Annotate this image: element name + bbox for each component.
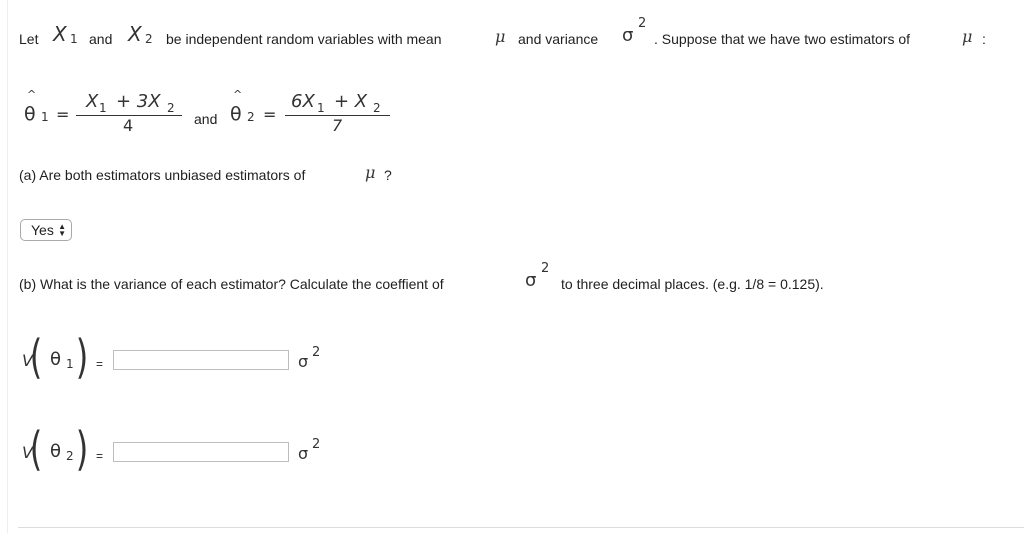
theta1-symbol: θ [24, 103, 36, 125]
v2-left-paren: ( [29, 422, 43, 476]
intro-let: Let [19, 31, 39, 47]
v2-equals: = [96, 449, 104, 463]
est1-num-x: X [86, 91, 99, 112]
variance-theta2-input[interactable] [113, 442, 289, 462]
theta1-equals: = [56, 105, 70, 124]
variance-theta1-input[interactable] [113, 350, 289, 370]
question-a-mu: μ [365, 163, 376, 182]
left-border [7, 0, 8, 533]
estimators-and: and [194, 111, 218, 127]
v2-sigma: σ [298, 444, 309, 463]
sigma-symbol: σ [622, 25, 634, 46]
question-a-text: (a) Are both estimators unbiased estimators of [19, 167, 306, 183]
intro-colon: : [982, 31, 986, 47]
v2-label: V [22, 443, 33, 462]
intro-text-b: and variance [518, 31, 599, 47]
mu-symbol: μ [495, 27, 506, 46]
v2-right-paren: ) [75, 422, 89, 476]
theta2-symbol: θ [230, 103, 242, 125]
v1-left-paren: ( [29, 330, 43, 384]
est2-num-sub2: 2 [373, 101, 381, 115]
v1-equals: = [96, 357, 104, 371]
v1-sigma-exp: 2 [312, 345, 321, 360]
est1-denominator: 4 [123, 116, 134, 135]
question-a-qmark: ? [384, 167, 392, 183]
question-b-text-b: to three decimal places. (e.g. 1/8 = 0.125). [561, 276, 824, 292]
est1-num-plus: + 3X [116, 91, 161, 112]
est2-num-sub1: 1 [317, 101, 325, 115]
select-arrows-icon: ▲ ▼ [58, 222, 66, 238]
v2-sigma-exp: 2 [312, 437, 321, 452]
var-x1: X [53, 22, 67, 46]
v1-theta: θ [50, 349, 62, 370]
theta2-hat: ^ [233, 88, 243, 101]
v2-theta-sub: 2 [66, 449, 74, 463]
bottom-divider [18, 527, 1024, 528]
sigma-exponent: 2 [638, 16, 647, 31]
var-x2-sub: 2 [145, 32, 153, 46]
var-x2: X [128, 22, 142, 46]
est2-num-plus: + X [334, 91, 368, 112]
intro-text-c: . Suppose that we have two estimators of [654, 31, 911, 47]
v1-label: V [22, 351, 33, 370]
est1-num-sub2: 2 [167, 101, 175, 115]
v1-theta-sub: 1 [66, 357, 74, 371]
var-x1-sub: 1 [70, 32, 78, 46]
theta2-sub: 2 [247, 110, 255, 124]
unbiased-answer-select[interactable] [20, 219, 72, 241]
est2-num-6x: 6X [291, 91, 315, 112]
est2-denominator: 7 [332, 116, 343, 135]
theta1-sub: 1 [41, 110, 49, 124]
question-b-sigma-exp: 2 [541, 261, 550, 276]
intro-text-a: be independent random variables with mean [166, 31, 442, 47]
theta1-hat: ^ [27, 88, 37, 101]
v1-right-paren: ) [75, 330, 89, 384]
est1-num-sub1: 1 [99, 101, 107, 115]
mu-symbol-2: μ [962, 27, 973, 46]
intro-and: and [89, 31, 113, 47]
theta2-equals: = [263, 105, 277, 124]
v1-sigma: σ [298, 352, 309, 371]
select-value: Yes [31, 222, 54, 238]
question-b-sigma: σ [525, 270, 537, 291]
question-b-text-a: (b) What is the variance of each estimator? Calculate the coeffient of [19, 276, 444, 292]
v2-theta: θ [50, 441, 62, 462]
